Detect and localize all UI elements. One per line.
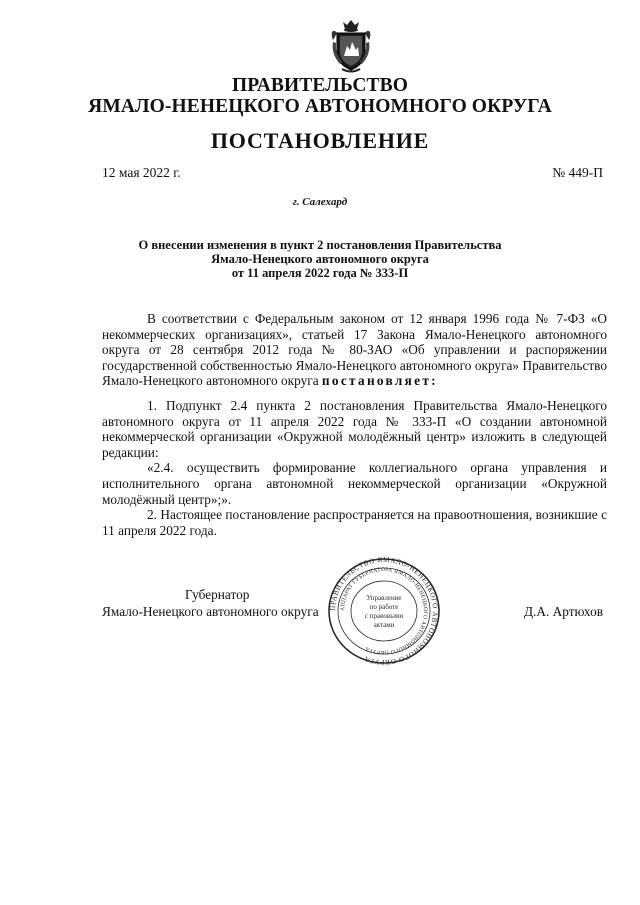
item-1-paragraph: 1. Подпункт 2.4 пункта 2 постановления Правительства Ямало-Ненецкого автономного округа от 11 апреля 2022 года № 333-П «О создании автономной некоммерческой организации «Окружной молодёжный центр» изложить в следующей редакции: bbox=[102, 397, 607, 460]
stamp-ring-text: ПРАВИТЕЛЬСТВО ЯМАЛО-НЕНЕЦКОГО АВТОНОМНОГО ОКРУГА bbox=[328, 556, 440, 666]
item-1-quote-paragraph: «2.4. осуществить формирование коллегиального органа управления и исполнительного органа автономной некоммерческой организации «Окружной молодёжный центр»;». bbox=[102, 460, 607, 507]
document-city: г. Салехард bbox=[292, 196, 348, 208]
preamble-text: В соответствии с Федеральным законом от 12 января 1996 года № 7-ФЗ «О некоммерческих организациях», статьей 17 Закона Ямало-Ненецкого автономного округа от 28 сентября 2012 года № 80-ЗАО «Об управлении и распоряжении государственной собственностью Ямало-Ненецкого автономного округа» Правительство Ямало-Ненецкого автономного округа bbox=[102, 311, 607, 389]
signatory-title-line1: Губернатор bbox=[185, 587, 250, 602]
coat-of-arms-emblem bbox=[328, 20, 374, 74]
subject-line: Ямало-Ненецкого автономного округа bbox=[211, 252, 429, 266]
stamp-center-line: Управление bbox=[366, 594, 402, 602]
signatory-name: Д.А. Артюхов bbox=[523, 604, 603, 619]
svg-text:АППАРАТ ГУБЕРНАТОРА ЯМАЛО-НЕНЕ bbox=[340, 567, 428, 655]
document-subject bbox=[0, 238, 640, 280]
item-2-paragraph: 2. Настоящее постановление распространяется на правоотношения, возникшие с 11 апреля 2022 года. bbox=[102, 507, 607, 538]
signatory-title-line2: Ямало-Ненецкого автономного округа bbox=[102, 604, 319, 619]
org-name-line1: ПРАВИТЕЛЬСТВО bbox=[231, 75, 409, 96]
decree-keyword: постановляет: bbox=[321, 373, 438, 389]
stamp-center-line: с правовыми bbox=[364, 612, 404, 620]
stamp-center-line: по работе bbox=[369, 603, 399, 611]
subject-line: от 11 апреля 2022 года № 333-П bbox=[231, 266, 409, 280]
preamble-paragraph bbox=[102, 311, 607, 389]
document-number: № 449-П bbox=[552, 165, 603, 180]
official-stamp bbox=[313, 556, 455, 666]
document-type: ПОСТАНОВЛЕНИЕ bbox=[210, 128, 430, 153]
document-body bbox=[102, 311, 607, 538]
stamp-ring-text-inner: АППАРАТ ГУБЕРНАТОРА ЯМАЛО-НЕНЕЦКОГО АВТОНОМНОГО ОКРУГА bbox=[339, 566, 429, 656]
subject-line: О внесении изменения в пункт 2 постановления Правительства bbox=[138, 238, 502, 252]
stamp-center-line: актами bbox=[373, 621, 395, 629]
org-name-line2: ЯМАЛО-НЕНЕЦКОГО АВТОНОМНОГО ОКРУГА bbox=[88, 96, 552, 117]
document-date: 12 мая 2022 г. bbox=[102, 165, 181, 180]
